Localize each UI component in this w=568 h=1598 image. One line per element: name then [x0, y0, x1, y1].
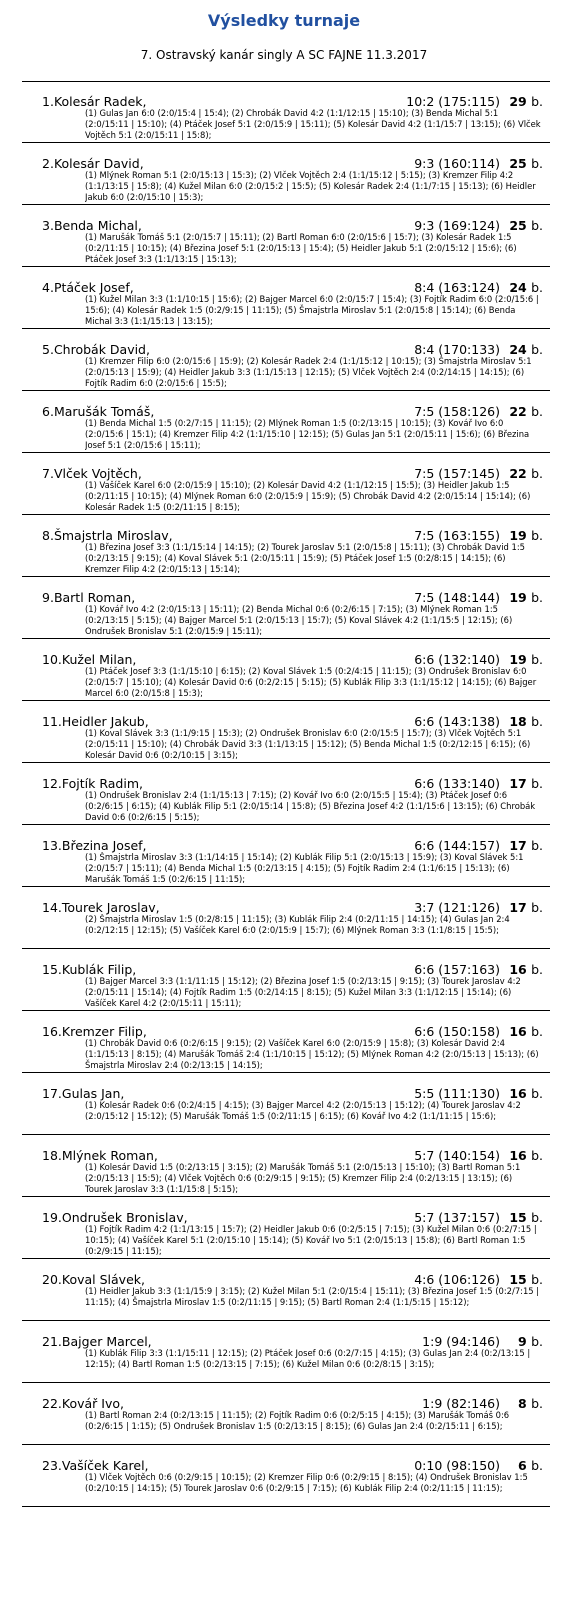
tournament-subtitle: 7. Ostravský kanár singly A SC FAJNE 11.3.2017 — [140, 48, 428, 62]
points-unit: b. — [531, 1272, 543, 1287]
game-details: (1) Vašíček Karel 6:0 (2:0/15:9 | 15:10); (2) Kolesár David 4:2 (1:1/12:15 | 15:5); (3) Heidler Jakub 1:5 (0:2/11:15 | 10:15); (4) Mlýnek Roman 6:0 (2:0/15:9 | 15:9); (5) Chrobák David 4:2 (2:0/15:14 | 15:14); (6) Kolesár Radek 1:5 (0:2/11:15 | 8:15); — [85, 480, 531, 512]
player-score: 9:3 (169:124) — [414, 218, 500, 233]
player-rank: 4. — [42, 280, 54, 295]
game-details: (1) Mlýnek Roman 5:1 (2:0/15:13 | 15:3); (2) Vlček Vojtěch 2:4 (1:1/15:12 | 5:15); (3) Kremzer Filip 4:2 (1:1/13:15 | 15:8); (4) Kužel Milan 6:0 (2:0/15:2 | 15:5); (5) Kolesár Radek 2:4 (1:1/7:15 | 15:13); (6) Heidler Jakub 6:0 (2:0/15:10 | 15:3); — [85, 170, 536, 202]
game-details: (1) Fojtík Radim 4:2 (1:1/13:15 | 15:7); (2) Heidler Jakub 0:6 (0:2/5:15 | 7:15); (3) Kužel Milan 0:6 (0:2/7:15 | 10:15); (4) Vašíček Karel 5:1 (2:0/15:10 | 15:14); (5) Kovář Ivo 5:1 (2:0/15:13 | 15:8); (6) Bartl Roman 1:5 (0:2/9:15 | 11:15); — [85, 1224, 537, 1256]
game-details: (1) Kremzer Filip 6:0 (2:0/15:6 | 15:9); (2) Kolesár Radek 2:4 (1:1/15:12 | 10:15); (3) Šmajstrla Miroslav 5:1 (2:0/15:13 | 15:9); (4) Heidler Jakub 3:3 (1:1/15:13 | 12:15); (5) Vlček Vojtěch 2:4 (0:2/14:15 | 14:15); (6) Fojtík Radim 6:0 (2:0/15:6 | 15:5); — [85, 356, 532, 388]
result-entry — [22, 701, 550, 763]
player-score: 1:9 (94:146) — [422, 1334, 500, 1349]
result-entry — [22, 1383, 550, 1445]
points-value: 16 — [509, 1024, 527, 1039]
points-value: 17 — [509, 838, 527, 853]
page-title: Výsledky turnaje — [207, 11, 361, 30]
points-value: 22 — [509, 404, 527, 419]
player-rank: 19. — [42, 1210, 62, 1225]
result-entry — [22, 577, 550, 639]
player-rank: 9. — [42, 590, 54, 605]
player-score: 6:6 (132:140) — [414, 652, 500, 667]
player-score: 10:2 (175:115) — [406, 94, 500, 109]
player-score: 7:5 (157:145) — [414, 466, 500, 481]
player-name: Mlýnek Roman, — [61, 1148, 158, 1163]
player-rank: 14. — [42, 900, 62, 915]
result-entry — [22, 1445, 550, 1507]
player-score: 6:6 (157:163) — [414, 962, 500, 977]
player-score: 6:6 (143:138) — [414, 714, 500, 729]
player-score: 7:5 (158:126) — [414, 404, 500, 419]
result-entry — [22, 763, 550, 825]
points-unit: b. — [531, 528, 543, 543]
result-entry — [22, 825, 550, 887]
game-details: (1) Ptáček Josef 3:3 (1:1/15:10 | 6:15); (2) Koval Slávek 1:5 (0:2/4:15 | 11:15); (3) Ondrušek Bronislav 6:0 (2:0/15:7 | 15:10); (4) Kolesár David 0:6 (0:2/2:15 | 5:15); (5) Kublák Filip 3:3 (1:1/15:12 | 14:15); (6) Bajger Marcel 6:0 (2:0/15:8 | 15:3); — [85, 666, 537, 698]
points-unit: b. — [531, 1148, 543, 1163]
game-details: (1) Kužel Milan 3:3 (1:1/10:15 | 15:6); (2) Bajger Marcel 6:0 (2:0/15:7 | 15:4); (3) Fojtík Radim 6:0 (2:0/15:6 | 15:6); (4) Kolesár Radek 1:5 (0:2/9:15 | 11:15); (5) Šmajstrla Miroslav 5:1 (2:0/15:8 | 15:14); (6) Benda Michal 3:3 (1:1/15:13 | 13:15); — [85, 294, 539, 326]
points-unit: b. — [531, 714, 543, 729]
points-unit: b. — [531, 590, 543, 605]
points-unit: b. — [531, 1334, 543, 1349]
player-score: 6:6 (150:158) — [414, 1024, 500, 1039]
player-name: Kovář Ivo, — [61, 1396, 124, 1411]
result-entry — [22, 391, 550, 453]
result-entry — [22, 1321, 550, 1383]
game-details: (1) Bartl Roman 2:4 (0:2/13:15 | 11:15); (2) Fojtík Radim 0:6 (0:2/5:15 | 4:15); (3) Marušák Tomáš 0:6 (0:2/6:15 | 1:15); (5) Ondrušek Bronislav 1:5 (0:2/13:15 | 8:15); (6) Gulas Jan 2:4 (0:2/15:11 | 6:15); — [85, 1410, 510, 1431]
player-score: 5:7 (140:154) — [414, 1148, 500, 1163]
player-name: Kublák Filip, — [61, 962, 137, 977]
result-entry — [22, 887, 550, 949]
points-unit: b. — [531, 1396, 543, 1411]
player-rank: 2. — [42, 156, 54, 171]
game-details: (1) Ondrušek Bronislav 2:4 (1:1/15:13 | 7:15); (2) Kovář Ivo 6:0 (2:0/15:5 | 15:4); (3) Ptáček Josef 0:6 (0:2/6:15 | 6:15); (4) Kublák Filip 5:1 (2:0/15:14 | 15:8); (5) Březina Josef 4:2 (1:1/15:6 | 13:15); (6) Chrobák David 0:6 (0:2/6:15 | 5:15); — [85, 790, 536, 822]
points-value: 17 — [509, 900, 527, 915]
player-score: 8:4 (163:124) — [414, 280, 500, 295]
points-value: 9 — [518, 1334, 527, 1349]
result-entry — [22, 1011, 550, 1073]
points-value: 15 — [509, 1272, 527, 1287]
player-score: 8:4 (170:133) — [414, 342, 500, 357]
game-details: (1) Vlček Vojtěch 0:6 (0:2/9:15 | 10:15); (2) Kremzer Filip 0:6 (0:2/9:15 | 8:15); (4) Ondrušek Bronislav 1:5 (0:2/10:15 | 14:15); (5) Tourek Jaroslav 0:6 (0:2/9:15 | 7:15); (6) Kublák Filip 2:4 (0:2/11:15 | 11:15); — [85, 1472, 528, 1493]
player-name: Ondrušek Bronislav, — [61, 1210, 188, 1225]
points-unit: b. — [531, 838, 543, 853]
points-value: 25 — [509, 156, 527, 171]
player-name: Fojtík Radim, — [61, 776, 143, 791]
player-rank: 6. — [42, 404, 54, 419]
player-name: Březina Josef, — [61, 838, 147, 853]
points-unit: b. — [531, 280, 543, 295]
player-score: 5:5 (111:130) — [414, 1086, 500, 1101]
points-unit: b. — [531, 776, 543, 791]
player-name: Kolesár Radek, — [53, 94, 147, 109]
player-name: Ptáček Josef, — [53, 280, 134, 295]
points-value: 15 — [509, 1210, 527, 1225]
player-rank: 18. — [42, 1148, 62, 1163]
player-rank: 12. — [42, 776, 62, 791]
result-entry — [22, 143, 550, 205]
player-name: Šmajstrla Miroslav, — [53, 528, 173, 543]
points-unit: b. — [531, 218, 543, 233]
player-rank: 13. — [42, 838, 62, 853]
points-unit: b. — [531, 1458, 543, 1473]
points-unit: b. — [531, 342, 543, 357]
player-rank: 7. — [42, 466, 54, 481]
points-value: 6 — [518, 1458, 527, 1473]
result-entry — [22, 453, 550, 515]
player-name: Vašíček Karel, — [61, 1458, 149, 1473]
game-details: (1) Heidler Jakub 3:3 (1:1/15:9 | 3:15); (2) Kužel Milan 5:1 (2:0/15:4 | 15:11); (3) Březina Josef 1:5 (0:2/7:15 | 11:15); (4) Šmajstrla Miroslav 1:5 (0:2/11:15 | 9:15); (5) Bartl Roman 2:4 (1:1/5:15 | 15:12); — [85, 1286, 540, 1307]
points-unit: b. — [531, 404, 543, 419]
points-value: 16 — [509, 962, 527, 977]
points-unit: b. — [531, 1086, 543, 1101]
points-value: 24 — [509, 280, 527, 295]
player-name: Heidler Jakub, — [61, 714, 149, 729]
points-value: 25 — [509, 218, 527, 233]
points-value: 19 — [509, 528, 527, 543]
player-score: 6:6 (144:157) — [414, 838, 500, 853]
player-rank: 3. — [42, 218, 54, 233]
player-name: Chrobák David, — [53, 342, 150, 357]
points-unit: b. — [531, 652, 543, 667]
result-entry — [22, 949, 550, 1011]
points-value: 16 — [509, 1148, 527, 1163]
points-value: 18 — [509, 714, 527, 729]
player-name: Gulas Jan, — [61, 1086, 125, 1101]
player-rank: 21. — [42, 1334, 62, 1349]
player-name: Kremzer Filip, — [61, 1024, 147, 1039]
player-name: Vlček Vojtěch, — [53, 466, 142, 481]
player-name: Benda Michal, — [53, 218, 142, 233]
player-score: 1:9 (82:146) — [422, 1396, 500, 1411]
points-unit: b. — [531, 1024, 543, 1039]
player-rank: 10. — [42, 652, 62, 667]
points-unit: b. — [531, 156, 543, 171]
points-value: 8 — [518, 1396, 527, 1411]
player-score: 3:7 (121:126) — [414, 900, 500, 915]
player-name: Bartl Roman, — [53, 590, 136, 605]
game-details: (1) Kovář Ivo 4:2 (2:0/15:13 | 15:11); (2) Benda Michal 0:6 (0:2/6:15 | 7:15); (3) Mlýnek Roman 1:5 (0:2/13:15 | 5:15); (4) Bajger Marcel 5:1 (2:0/15:13 | 15:7); (5) Koval Slávek 4:2 (1:1/15:5 | 12:15); (6) Ondrušek Bronislav 5:1 (2:0/15:9 | 15:11); — [85, 604, 513, 636]
result-entry — [22, 515, 550, 577]
player-rank: 5. — [42, 342, 54, 357]
points-unit: b. — [531, 94, 543, 109]
player-name: Marušák Tomáš, — [53, 404, 155, 419]
points-value: 22 — [509, 466, 527, 481]
points-unit: b. — [531, 962, 543, 977]
player-score: 7:5 (163:155) — [414, 528, 500, 543]
player-name: Kužel Milan, — [61, 652, 137, 667]
player-rank: 8. — [42, 528, 54, 543]
result-entry — [22, 1135, 550, 1197]
game-details: (1) Benda Michal 1:5 (0:2/7:15 | 11:15); (2) Mlýnek Roman 1:5 (0:2/13:15 | 10:15); (3) Kovář Ivo 6:0 (2:0/15:6 | 15:1); (4) Kremzer Filip 4:2 (1:1/15:10 | 12:15); (5) Gulas Jan 5:1 (2:0/15:11 | 15:6); (6) Březina Josef 5:1 (2:0/15:6 | 15:11); — [85, 418, 530, 450]
player-rank: 17. — [42, 1086, 62, 1101]
result-entry — [22, 81, 550, 143]
points-value: 19 — [509, 590, 527, 605]
player-score: 9:3 (160:114) — [414, 156, 500, 171]
result-entry — [22, 1073, 550, 1135]
player-score: 5:7 (137:157) — [414, 1210, 500, 1225]
points-unit: b. — [531, 900, 543, 915]
game-details: (1) Marušák Tomáš 5:1 (2:0/15:7 | 15:11); (2) Bartl Roman 6:0 (2:0/15:6 | 15:7); (3) Kolesár Radek 1:5 (0:2/11:15 | 10:15); (4) Březina Josef 5:1 (2:0/15:13 | 15:4); (5) Heidler Jakub 5:1 (2:0/15:12 | 15:6); (6) Ptáček Josef 3:3 (1:1/13:15 | 15:13); — [85, 232, 517, 264]
player-rank: 20. — [42, 1272, 62, 1287]
result-entry — [22, 639, 550, 701]
game-details: (1) Kublák Filip 3:3 (1:1/15:11 | 12:15); (2) Ptáček Josef 0:6 (0:2/7:15 | 4:15); (3) Gulas Jan 2:4 (0:2/13:15 | 12:15); (4) Bartl Roman 1:5 (0:2/13:15 | 7:15); (6) Kužel Milan 0:6 (0:2/8:15 | 3:15); — [85, 1348, 531, 1369]
game-details: (1) Chrobák David 0:6 (0:2/6:15 | 9:15); (2) Vašíček Karel 6:0 (2:0/15:9 | 15:8); (3) Kolesár David 2:4 (1:1/15:13 | 8:15); (4) Marušák Tomáš 2:4 (1:1/10:15 | 15:12); (5) Mlýnek Roman 4:2 (2:0/15:13 | 15:13); (6) Šmajstrla Miroslav 2:4 (0:2/13:15 | 14:15); — [85, 1038, 539, 1070]
player-rank: 15. — [42, 962, 62, 977]
player-rank: 16. — [42, 1024, 62, 1039]
result-entry — [22, 1197, 550, 1259]
result-entry — [22, 329, 550, 391]
player-name: Bajger Marcel, — [61, 1334, 152, 1349]
points-value: 17 — [509, 776, 527, 791]
points-value: 24 — [509, 342, 527, 357]
game-details: (1) Kolesár Radek 0:6 (0:2/4:15 | 4:15); (3) Bajger Marcel 4:2 (2:0/15:13 | 15:12); (4) Tourek Jaroslav 4:2 (2:0/15:12 | 15:12); (5) Marušák Tomáš 1:5 (0:2/11:15 | 6:15); (6) Kovář Ivo 4:2 (1:1/11:15 | 15:6); — [85, 1100, 521, 1121]
points-value: 29 — [509, 94, 527, 109]
game-details: (1) Koval Slávek 3:3 (1:1/9:15 | 15:3); (2) Ondrušek Bronislav 6:0 (2:0/15:5 | 15:7); (3) Vlček Vojtěch 5:1 (2:0/15:11 | 15:10); (4) Chrobák David 3:3 (1:1/13:15 | 15:12); (5) Benda Michal 1:5 (0:2/12:15 | 6:15); (6) Kolesár David 0:6 (0:2/10:15 | 3:15); — [85, 728, 531, 760]
player-rank: 22. — [42, 1396, 62, 1411]
player-score: 7:5 (148:144) — [414, 590, 500, 605]
player-rank: 11. — [42, 714, 62, 729]
player-score: 4:6 (106:126) — [414, 1272, 500, 1287]
result-entry — [22, 267, 550, 329]
points-unit: b. — [531, 466, 543, 481]
game-details: (1) Gulas Jan 6:0 (2:0/15:4 | 15:4); (2) Chrobák David 4:2 (1:1/12:15 | 15:10); (3) Benda Michal 5:1 (2:0/15:11 | 15:10); (4) Ptáček Josef 5:1 (2:0/15:9 | 15:11); (5) Kolesár David 4:2 (1:1/15:7 | 13:15); (6) Vlček Vojtěch 5:1 (2:0/15:11 | 15:8); — [85, 108, 541, 140]
player-rank: 23. — [42, 1458, 62, 1473]
player-score: 0:10 (98:150) — [414, 1458, 500, 1473]
player-name: Koval Slávek, — [61, 1272, 145, 1287]
player-rank: 1. — [42, 94, 54, 109]
game-details: (2) Šmajstrla Miroslav 1:5 (0:2/8:15 | 11:15); (3) Kublák Filip 2:4 (0:2/11:15 | 14:15); (4) Gulas Jan 2:4 (0:2/12:15 | 12:15); (5) Vašíček Karel 6:0 (2:0/15:9 | 15:7); (6) Mlýnek Roman 3:3 (1:1/8:15 | 15:5); — [85, 914, 510, 935]
player-name: Kolesár David, — [53, 156, 144, 171]
game-details: (1) Bajger Marcel 3:3 (1:1/11:15 | 15:12); (2) Březina Josef 1:5 (0:2/13:15 | 9:15); (3) Tourek Jaroslav 4:2 (2:0/15:11 | 15:14); (4) Fojtík Radim 1:5 (0:2/14:15 | 8:15); (5) Kužel Milan 3:3 (1:1/12:15 | 15:14); (6) Vašíček Karel 4:2 (2:0/15:11 | 15:11); — [85, 976, 521, 1008]
points-value: 19 — [509, 652, 527, 667]
results-list — [22, 81, 550, 1507]
game-details: (1) Kolesár David 1:5 (0:2/13:15 | 3:15); (2) Marušák Tomáš 5:1 (2:0/15:13 | 15:10); (3) Bartl Roman 5:1 (2:0/15:13 | 15:5); (4) Vlček Vojtěch 0:6 (0:2/9:15 | 9:15); (5) Kremzer Filip 2:4 (0:2/13:15 | 13:15); (6) Tourek Jaroslav 3:3 (1:1/15:8 | 5:15); — [85, 1162, 521, 1194]
points-unit: b. — [531, 1210, 543, 1225]
game-details: (1) Šmajstrla Miroslav 3:3 (1:1/14:15 | 15:14); (2) Kublák Filip 5:1 (2:0/15:13 | 15:9); (3) Koval Slávek 5:1 (2:0/15:7 | 15:11); (4) Benda Michal 1:5 (0:2/13:15 | 4:15); (5) Fojtík Radim 2:4 (1:1/6:15 | 15:13); (6) Marušák Tomáš 1:5 (0:2/6:15 | 11:15); — [85, 852, 524, 884]
result-entry — [22, 205, 550, 267]
game-details: (1) Březina Josef 3:3 (1:1/15:14 | 14:15); (2) Tourek Jaroslav 5:1 (2:0/15:8 | 15:11); (3) Chrobák David 1:5 (0:2/13:15 | 9:15); (4) Koval Slávek 5:1 (2:0/15:11 | 15:9); (5) Ptáček Josef 1:5 (0:2/8:15 | 14:15); (6) Kremzer Filip 4:2 (2:0/15:13 | 15:14); — [85, 542, 525, 574]
player-name: Tourek Jaroslav, — [61, 900, 160, 915]
result-entry — [22, 1259, 550, 1321]
player-score: 6:6 (133:140) — [414, 776, 500, 791]
points-value: 16 — [509, 1086, 527, 1101]
